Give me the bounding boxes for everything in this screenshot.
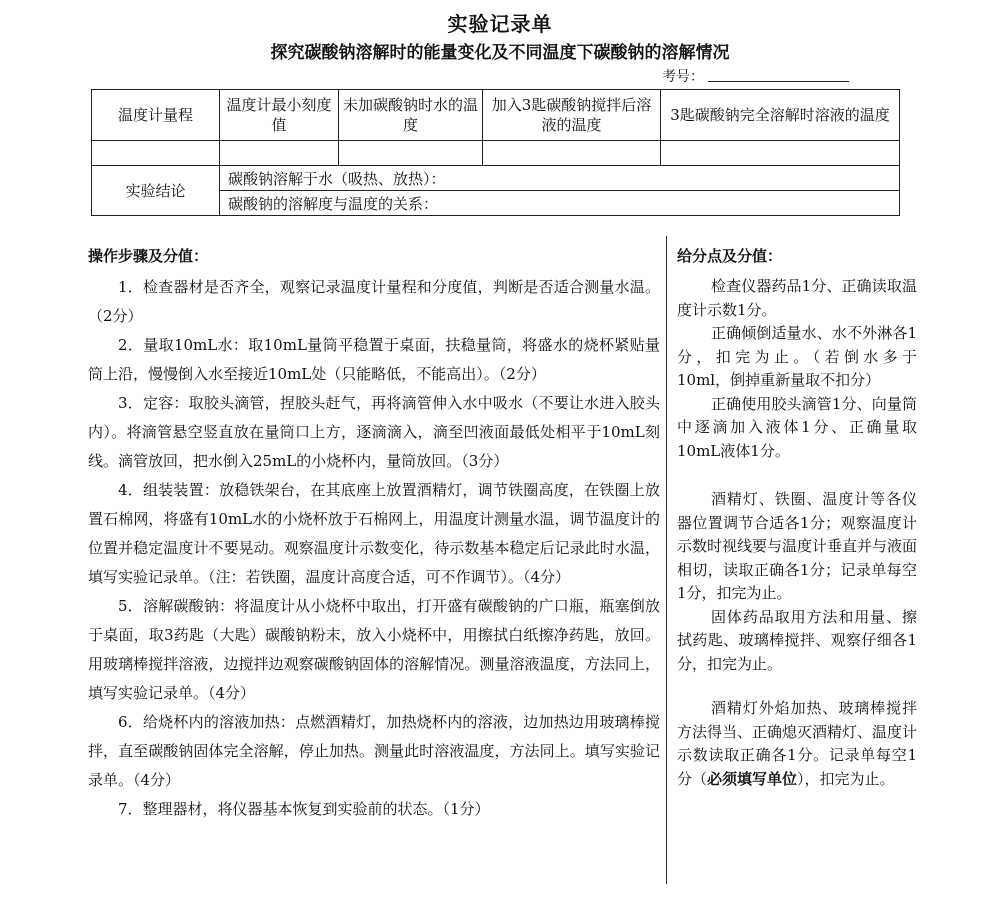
procedure-step: 5．溶解碳酸钠：将温度计从小烧杯中取出，打开盛有碳酸钠的广口瓶，瓶塞倒放于桌面，取3药匙（大匙）碳酸钠粉末，放入小烧杯中，用擦拭白纸擦净药匙，放回。用玻璃棒搅拌溶液，边搅拌边观察碳酸钠固体的溶解情况。测量溶液温度，方法同上，填写实验记录单。（4分） <box>88 597 660 702</box>
conclusion-line-1[interactable]: 碳酸钠溶解于水（吸热、放热）： <box>220 166 900 191</box>
record-table <box>91 89 900 216</box>
conclusion-line-2[interactable]: 碳酸钠的溶解度与温度的关系： <box>220 191 900 216</box>
procedure-step: 3．定容：取胶头滴管，捏胶头赶气，再将滴管伸入水中吸水（不要让水进入胶头内）。将滴管悬空竖直放在量筒口上方，逐滴滴入，滴至凹液面最低处相平于10mL刻线。滴管放回，把水倒入25mL的小烧杯内，量筒放回。（3分） <box>88 394 660 470</box>
procedure-section <box>88 242 660 824</box>
scoring-heading: 给分点及分值： <box>677 247 783 265</box>
record-cell[interactable] <box>220 141 339 166</box>
exam-number-label: 考号： <box>662 69 704 85</box>
column-header: 温度计量程 <box>92 90 220 141</box>
procedure-step: 1．检查器材是否齐全，观察记录温度计量程和分度值，判断是否适合测量水温。（2分） <box>88 278 660 325</box>
scoring-text: ），扣完为止。 <box>797 769 895 788</box>
column-divider <box>666 236 667 884</box>
record-cell[interactable] <box>92 141 220 166</box>
column-header: 未加碳酸钠时水的温度 <box>339 90 483 141</box>
scoring-point <box>677 697 917 791</box>
record-table-header-row <box>92 90 900 141</box>
scoring-text: 酒精灯外焰加热、玻璃棒搅拌方法得当、正确熄灭酒精灯、温度计示数读取正确各1分。记录单每空1分（ <box>677 699 918 788</box>
conclusion-label: 实验结论 <box>92 166 220 216</box>
scoring-emphasis: 必须填写单位 <box>707 769 798 788</box>
column-header: 温度计最小刻度值 <box>220 90 339 141</box>
record-cell[interactable] <box>339 141 483 166</box>
scoring-point: 检查仪器药品1分、正确读取温度计示数1分。 <box>677 277 917 319</box>
procedure-heading: 操作步骤及分值： <box>88 247 209 265</box>
column-header: 3匙碳酸钠完全溶解时溶液的温度 <box>661 90 900 141</box>
page-subtitle: 探究碳酸钠溶解时的能量变化及不同温度下碳酸钠的溶解情况 <box>270 43 730 63</box>
page-title: 实验记录单 <box>447 12 553 36</box>
procedure-step: 2．量取10mL水：取10mL量筒平稳置于桌面，扶稳量筒，将盛水的烧杯紧贴量筒上沿，慢慢倒入水至接近10mL处（只能略低，不能高出）。（2分） <box>88 336 660 383</box>
record-cell[interactable] <box>661 141 900 166</box>
scoring-point: 固体药品取用方法和用量、擦拭药匙、玻璃棒搅拌、观察仔细各1分，扣完为止。 <box>677 607 917 673</box>
scoring-point: 正确使用胶头滴管1分、向量筒中逐滴加入液体1分、正确量取10mL液体1分。 <box>677 394 917 460</box>
record-table-input-row <box>92 141 900 166</box>
scoring-point: 正确倾倒适量水、水不外淋各1分，扣完为止。（若倒水多于10ml，倒掉重新量取不扣分） <box>677 324 917 389</box>
procedure-step: 7．整理器材，将仪器基本恢复到实验前的状态。（1分） <box>118 800 490 818</box>
scoring-point: 酒精灯、铁圈、温度计等各仪器位置调节合适各1分；观察温度计示数时视线要与温度计垂直并与液面相切，读取正确各1分；记录单每空1分，扣完为止。 <box>677 490 918 602</box>
conclusion-row <box>92 166 900 191</box>
procedure-step: 6．给烧杯内的溶液加热：点燃酒精灯，加热烧杯内的溶液，边加热边用玻璃棒搅拌，直至碳酸钠固体完全溶解，停止加热。测量此时溶液温度，方法同上。填写实验记录单。（4分） <box>88 713 660 789</box>
scoring-section <box>677 242 917 791</box>
column-header: 加入3匙碳酸钠搅拌后溶液的温度 <box>483 90 661 141</box>
exam-number-blank[interactable] <box>708 81 849 82</box>
procedure-step: 4．组装装置：放稳铁架台，在其底座上放置酒精灯，调节铁圈高度，在铁圈上放置石棉网，将盛有10mL水的小烧杯放于石棉网上，用温度计测量水温，调节温度计的位置并稳定温度计不要晃动。观察温度计示数变化，待示数基本稳定后记录此时水温，填写实验记录单。（注：若铁圈，温度计高度合适，可不作调节）。（4分） <box>88 481 660 586</box>
record-cell[interactable] <box>483 141 661 166</box>
